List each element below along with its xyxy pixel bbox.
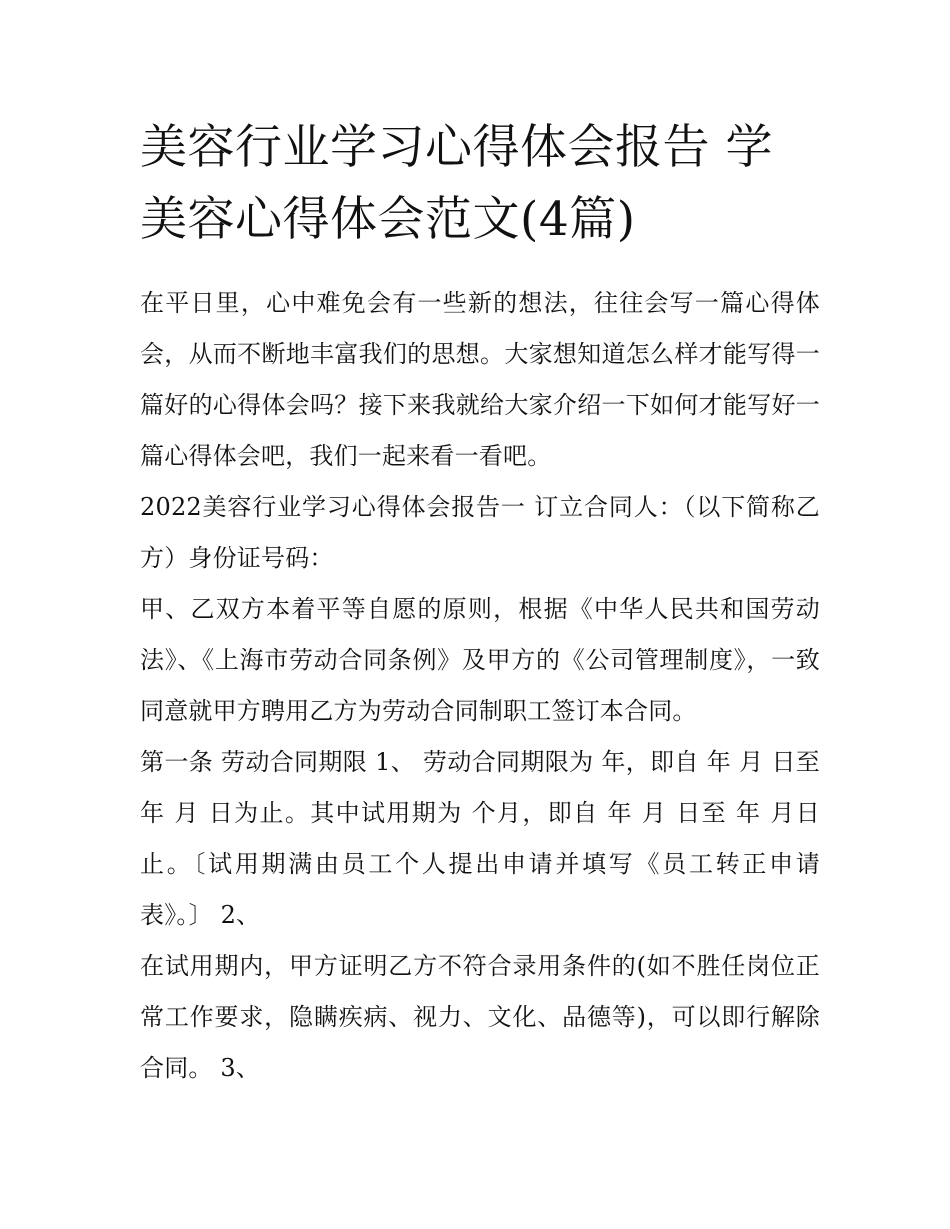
intro-paragraph: 在平日里，心中难免会有一些新的想法，往往会写一篇心得体会，从而不断地丰富我们的思想。大家想知道怎么样才能写得一篇好的心得体会吗？接下来我就给大家介绍一下如何才能写好一篇心得体会吧，我们一起来看一看吧。 (140, 289, 820, 470)
document-title: 美容行业学习心得体会报告 学美容心得体会范文(4篇) (140, 120, 773, 247)
article-one-paragraph: 第一条 劳动合同期限 1、 劳动合同期限为 年，即自 年 月 日至 年 月 日为止。其中试用期为 个月，即自 年 月 日至 年 月日止。〔试用期满由员工个人提出申请并填写《员工转正申请表》。〕 2、 (140, 748, 820, 929)
report-heading-paragraph: 2022美容行业学习心得体会报告一 订立合同人：（以下简称乙方）身份证号码： (140, 493, 820, 572)
contract-preamble-paragraph: 甲、乙双方本着平等自愿的原则，根据《中华人民共和国劳动法》、《上海市劳动合同条例》及甲方的《公司管理制度》，一致同意就甲方聘用乙方为劳动合同制职工签订本合同。 (140, 595, 820, 725)
probation-paragraph: 在试用期内，甲方证明乙方不符合录用条件的(如不胜任岗位正常工作要求，隐瞒疾病、视力、文化、品德等)，可以即行解除合同。 3、 (140, 952, 820, 1082)
